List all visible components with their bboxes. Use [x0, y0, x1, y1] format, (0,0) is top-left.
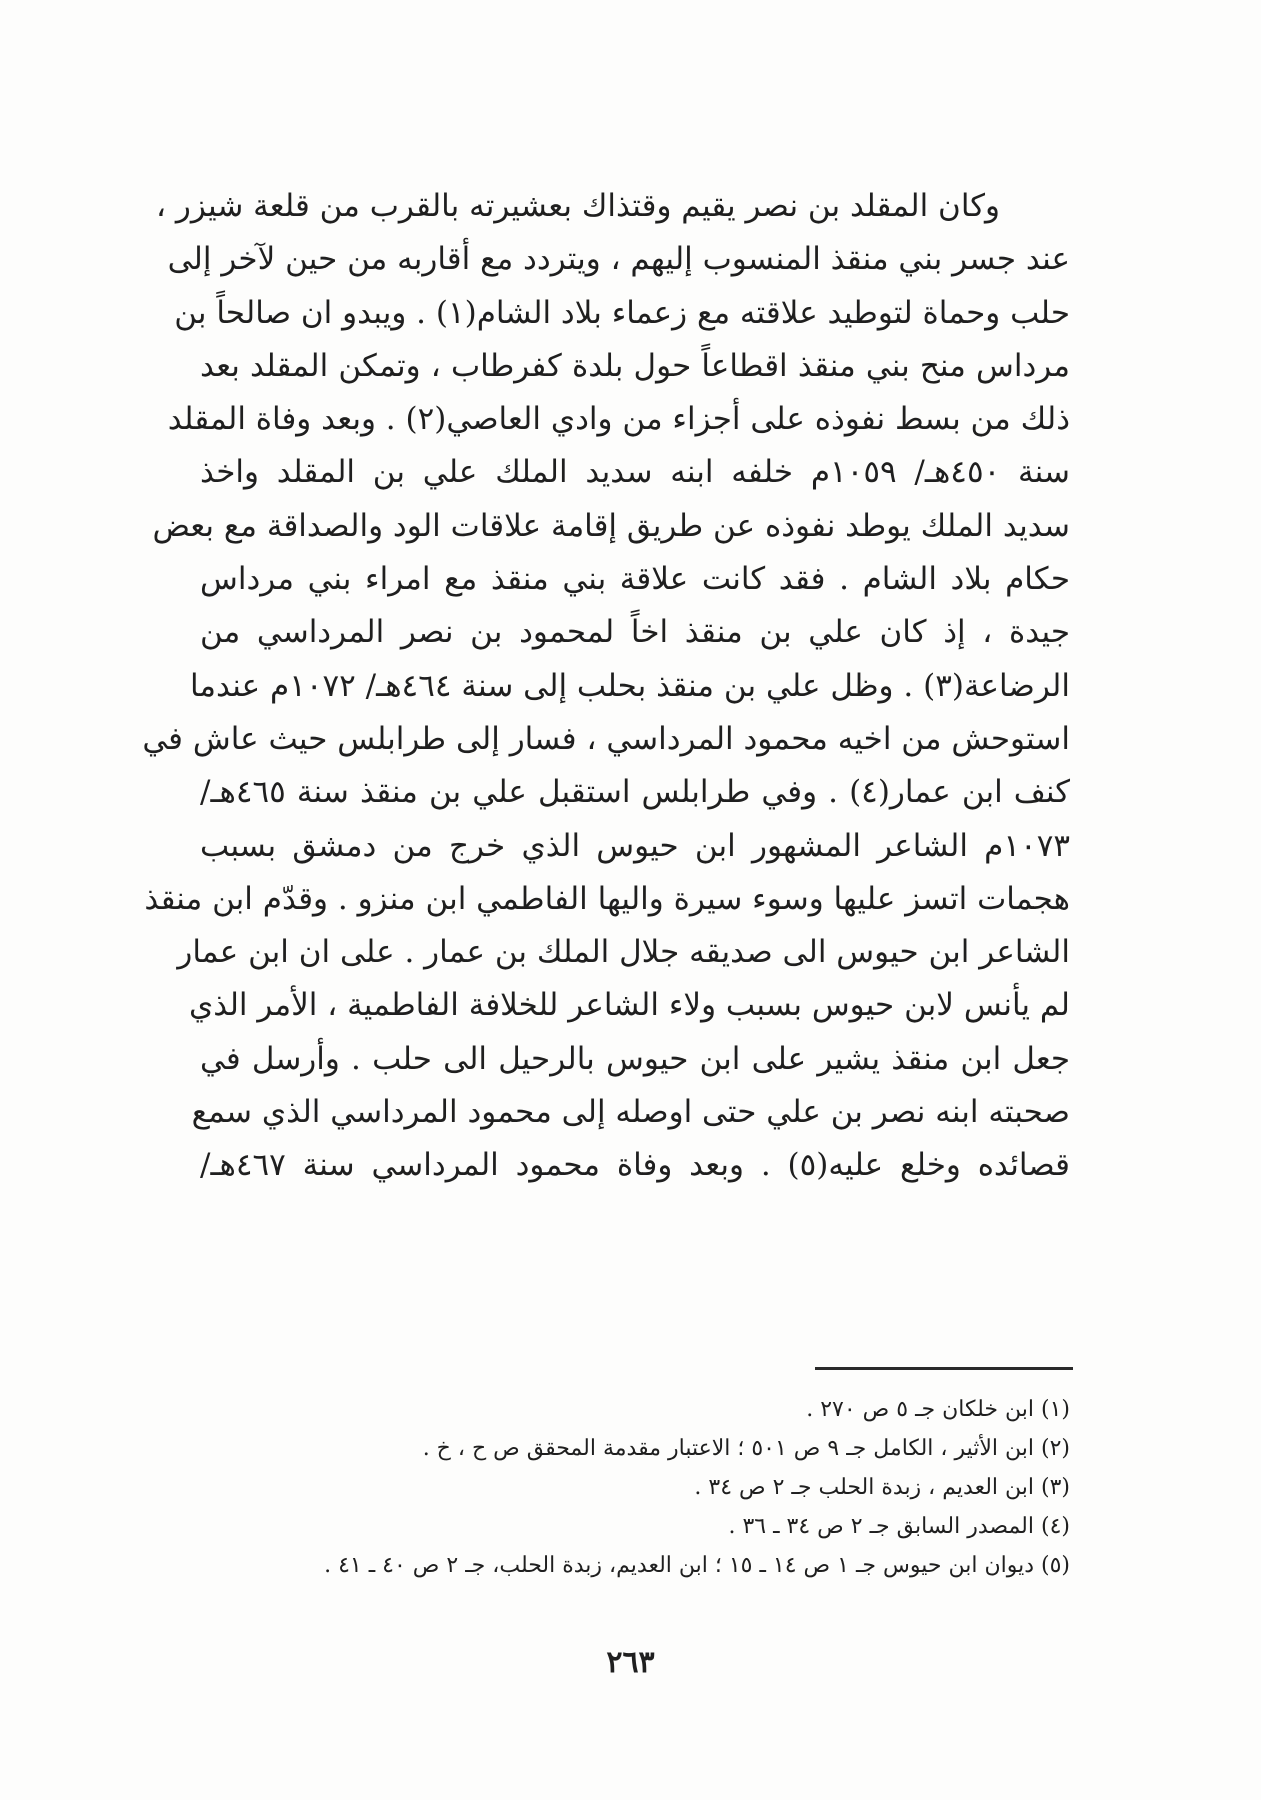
body-line: جعل ابن منقذ يشير على ابن حيوس بالرحيل الى حلب . وأرسل في [200, 1040, 1070, 1077]
body-line: عند جسر بني منقذ المنسوب إليهم ، ويتردد مع أقاربه من حين لآخر إلى [167, 241, 1070, 278]
footnote: (١) ابن خلكان جـ ٥ ص ٢٧٠ . [806, 1397, 1070, 1422]
footnote: (٣) ابن العديم ، زبدة الحلب جـ ٢ ص ٣٤ . [694, 1475, 1070, 1500]
body-line: حكام بلاد الشام . فقد كانت علاقة بني منقذ مع امراء بني مرداس [200, 561, 1070, 598]
body-line: ١٠٧٣م الشاعر المشهور ابن حيوس الذي خرج من دمشق بسبب [200, 827, 1070, 864]
body-line: سنة ٤٥٠هـ/ ١٠٥٩م خلفه ابنه سديد الملك علي بن المقلد واخذ [200, 454, 1070, 491]
page-number: ٢٦٣ [606, 1645, 655, 1680]
body-line: ذلك من بسط نفوذه على أجزاء من وادي العاصي(٢) . وبعد وفاة المقلد [167, 401, 1070, 438]
body-text [142, 180, 1070, 1193]
footnotes [200, 1390, 1070, 1585]
body-line: قصائده وخلع عليه(٥) . وبعد وفاة محمود المرداسي سنة ٤٦٧هـ/ [200, 1147, 1070, 1184]
footnote: (٢) ابن الأثير ، الكامل جـ ٩ ص ٥٠١ ؛ الاعتبار مقدمة المحقق ص ح ، خ . [422, 1436, 1070, 1461]
body-line: استوحش من اخيه محمود المرداسي ، فسار إلى طرابلس حيث عاش في [142, 720, 1070, 757]
body-line: جيدة ، إذ كان علي بن منقذ اخاً لمحمود بن نصر المرداسي من [200, 614, 1070, 651]
footnote: (٥) ديوان ابن حيوس جـ ١ ص ١٤ ـ ١٥ ؛ ابن العديم، زبدة الحلب، جـ ٢ ص ٤٠ ـ ٤١ . [324, 1553, 1070, 1578]
body-line: صحبته ابنه نصر بن علي حتى اوصله إلى محمود المرداسي الذي سمع [191, 1094, 1070, 1131]
body-line: مرداس منح بني منقذ اقطاعاً حول بلدة كفرطاب ، وتمكن المقلد بعد [200, 347, 1070, 384]
footnote-separator [815, 1367, 1073, 1370]
body-line: الشاعر ابن حيوس الى صديقه جلال الملك بن عمار . على ان ابن عمار [177, 934, 1070, 971]
body-line: كنف ابن عمار(٤) . وفي طرابلس استقبل علي بن منقذ سنة ٤٦٥هـ/ [200, 774, 1070, 811]
body-line: سديد الملك يوطد نفوذه عن طريق إقامة علاقات الود والصداقة مع بعض [152, 507, 1070, 544]
footnote: (٤) المصدر السابق جـ ٢ ص ٣٤ ـ ٣٦ . [728, 1514, 1070, 1539]
body-line: الرضاعة(٣) . وظل علي بن منقذ بحلب إلى سنة ٤٦٤هـ/ ١٠٧٢م عندما [189, 667, 1070, 704]
body-line: حلب وحماة لتوطيد علاقته مع زعماء بلاد الشام(١) . ويبدو ان صالحاً بن [174, 294, 1070, 331]
body-line: وكان المقلد بن نصر يقيم وقتذاك بعشيرته بالقرب من قلعة شيزر ، [156, 188, 1000, 224]
body-line: لم يأنس لابن حيوس بسبب ولاء الشاعر للخلافة الفاطمية ، الأمر الذي [188, 987, 1070, 1024]
body-line: هجمات اتسز عليها وسوء سيرة واليها الفاطمي ابن منزو . وقدّم ابن منقذ [144, 880, 1070, 917]
